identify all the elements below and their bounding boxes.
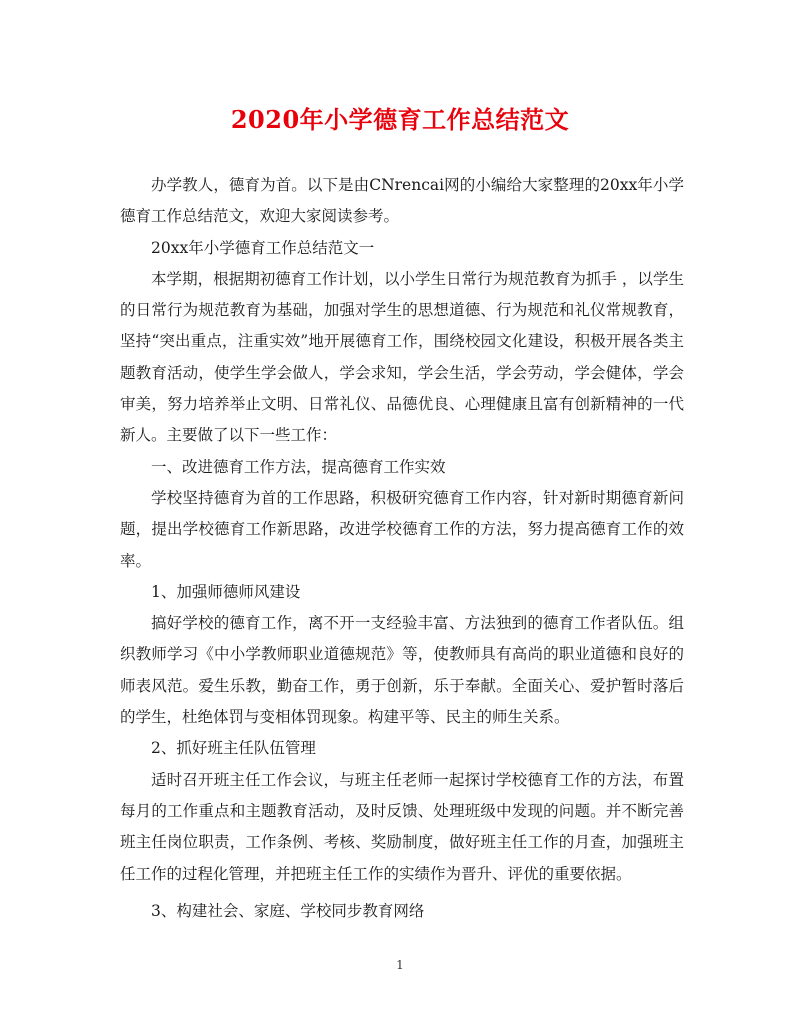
- paragraph-teacher-ethics: 搞好学校的德育工作，离不开一支经验丰富、方法独到的德育工作者队伍。组织教师学习《中小学教师职业道德规范》等，使教师具有高尚的职业道德和良好的师表风范。爱生乐教，勤奋工作，勇于创新，乐于奉献。全面关心、爱护暂时落后的学生，杜绝体罚与变相体罚现象。构建平等、民主的师生关系。: [120, 614, 684, 727]
- subheading-education-network: 3、构建社会、家庭、学校同步教育网络: [151, 901, 425, 920]
- page-number: 1: [396, 958, 404, 972]
- paragraph-school-approach: 学校坚持德育为首的工作思路，积极研究德育工作内容，针对新时期德育新问题，提出学校德育工作新思路，改进学校德育工作的方法，努力提高德育工作的效率。: [120, 488, 684, 570]
- subheading-teacher-ethics: 1、加强师德师风建设: [151, 582, 301, 601]
- document-body: [120, 170, 684, 927]
- document-title: 2020年小学德育工作总结范文: [230, 105, 570, 134]
- paragraph-semester-overview: 本学期，根据期初德育工作计划，以小学生日常行为规范教育为抓手 ，以学生的日常行为规范教育为基础，加强对学生的思想道德、行为规范和礼仪常规教育，坚持“突出重点，注重实效”地开展德育工作，围绕校园文化建设，积极开展各类主题教育活动，使学生学会做人，学会求知，学会生活，学会劳动，学会健体，学会审美，努力培养举止文明、日常礼仪、品德优良、心理健康且富有创新精神的一代新人。主要做了以下一些工作：: [120, 269, 684, 445]
- subheading-class-teacher-management: 2、抓好班主任队伍管理: [151, 739, 316, 758]
- section-heading-one: 一、改进德育工作方法，提高德育工作实效: [151, 457, 446, 476]
- paragraph-class-teacher-management: 适时召开班主任工作会议，与班主任老师一起探讨学校德育工作的方法，布置每月的工作重点和主题教育活动，及时反馈、处理班级中发现的问题。并不断完善班主任岗位职责，工作条例、考核、奖励制度，做好班主任工作的月查，加强班主任工作的过程化管理，并把班主任工作的实绩作为晋升、评优的重要依据。: [120, 770, 684, 883]
- paragraph-heading-part-one: 20xx年小学德育工作总结范文一: [151, 238, 375, 257]
- paragraph-intro: 办学教人，德育为首。以下是由CNrencai网的小编给大家整理的20xx年小学德育工作总结范文，欢迎大家阅读参考。: [120, 176, 684, 226]
